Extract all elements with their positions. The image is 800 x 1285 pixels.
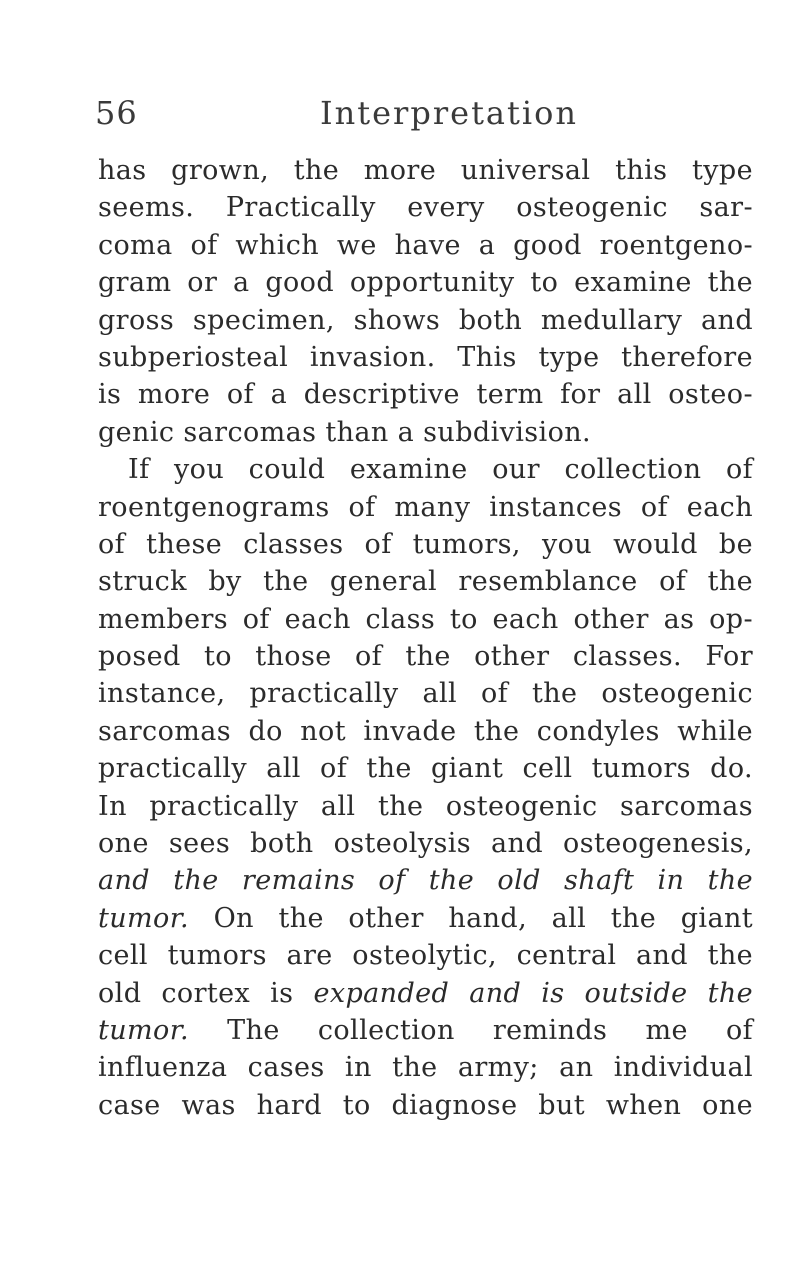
text-line: members of each class to each other as op- bbox=[98, 603, 753, 635]
text-line bbox=[98, 862, 753, 899]
text-line: subperiosteal invasion. This type therefore bbox=[98, 341, 753, 373]
italic-phrase: expanded and is outside the bbox=[313, 977, 753, 1009]
text-line: sarcomas do not invade the condyles while bbox=[98, 715, 753, 747]
text-line: roentgenograms of many instances of each bbox=[98, 491, 753, 523]
italic-phrase: tumor. bbox=[98, 1014, 190, 1046]
text-line: posed to those of the other classes. For bbox=[98, 641, 753, 673]
text-line: cell tumors are osteolytic, central and the bbox=[98, 940, 753, 972]
text-line: has grown, the more universal this type bbox=[98, 155, 753, 186]
text-line: of these classes of tumors, you would be bbox=[98, 528, 753, 560]
text-line: gross specimen, shows both medullary and bbox=[98, 304, 753, 336]
page-number: 56 bbox=[95, 94, 138, 132]
running-title: Interpretation bbox=[320, 94, 578, 132]
text-line: seems. Practically every osteogenic sar- bbox=[98, 192, 753, 224]
text-line bbox=[98, 1012, 753, 1049]
text-line: coma of which we have a good roentgeno- bbox=[98, 229, 753, 261]
text-run: The collection reminds me of bbox=[189, 1014, 753, 1046]
running-head bbox=[0, 94, 800, 144]
text-line: struck by the general resemblance of the bbox=[98, 566, 753, 598]
text-line: In practically all the osteogenic sarcomas bbox=[98, 790, 753, 822]
text-line bbox=[98, 975, 753, 1012]
body-text bbox=[98, 152, 753, 1124]
text-line: is more of a descriptive term for all osteo- bbox=[98, 379, 753, 411]
text-line: instance, practically all of the osteogenic bbox=[98, 678, 753, 710]
italic-phrase: and the remains of the old shaft in the bbox=[98, 865, 753, 897]
text-run: old cortex is bbox=[98, 977, 314, 1009]
text-line: genic sarcomas than a subdivision. bbox=[98, 416, 592, 448]
text-line: one sees both osteolysis and osteogenesis, bbox=[98, 828, 753, 860]
text-line bbox=[98, 900, 753, 937]
text-line: practically all of the giant cell tumors do. bbox=[98, 753, 753, 785]
text-line: influenza cases in the army; an individual bbox=[98, 1052, 753, 1084]
text-run: On the other hand, all the giant bbox=[189, 902, 753, 934]
text-line: gram or a good opportunity to examine the bbox=[98, 267, 753, 299]
paragraph-start-line: If you could examine our collection of bbox=[128, 454, 753, 486]
italic-phrase: tumor. bbox=[98, 902, 190, 934]
text-line: case was hard to diagnose but when one bbox=[98, 1089, 753, 1121]
